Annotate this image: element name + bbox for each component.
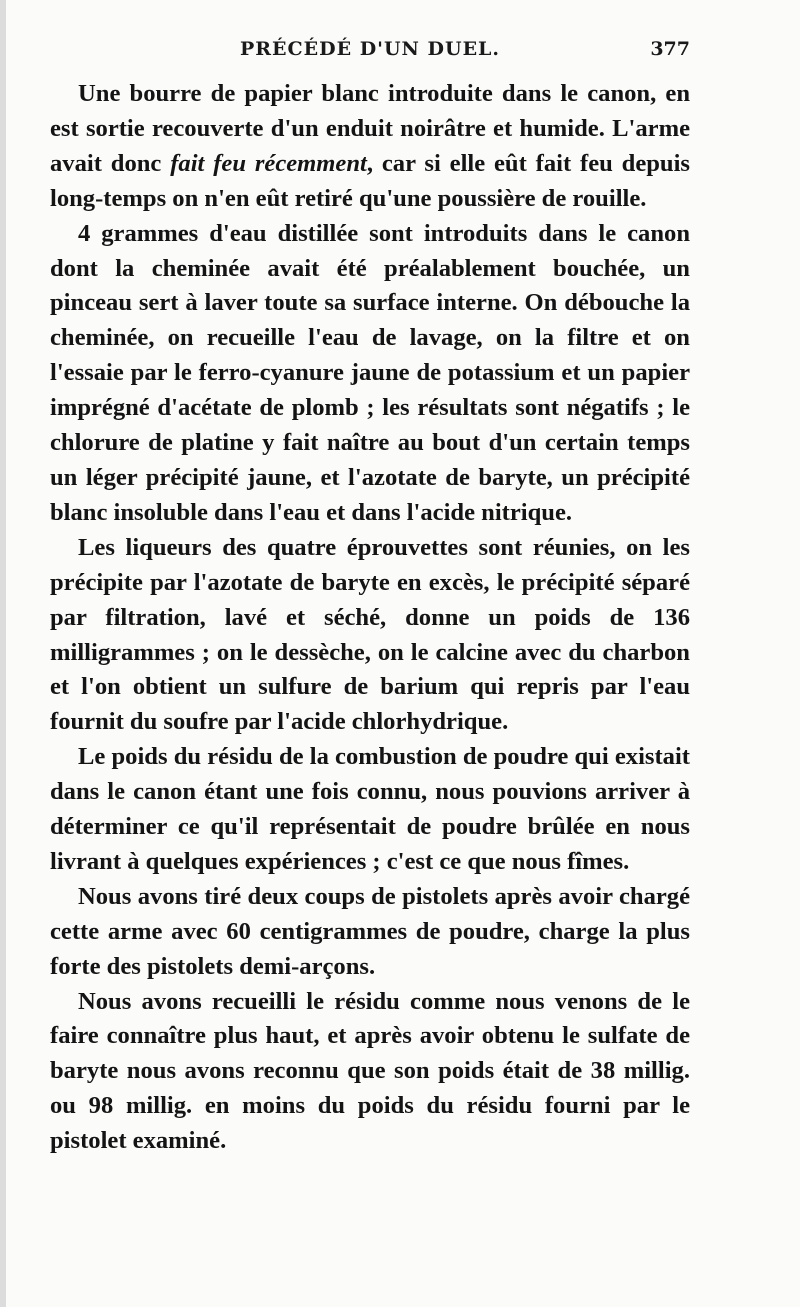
italic-phrase: fait feu récemment bbox=[170, 149, 367, 177]
body-text bbox=[50, 77, 690, 1159]
paragraph-two-shots: Nous avons tiré deux coups de pistolets après avoir chargé cette arme avec 60 centigrammes de poudre, charge la plus forte des pistolets demi-arçons. bbox=[50, 882, 690, 980]
paragraph-text: , car si elle eût fait feu depuis long-temps on n'en eût retiré qu'une poussière de rouille. bbox=[50, 149, 690, 212]
paragraph-residue-weight: Le poids du résidu de la combustion de poudre qui existait dans le canon étant une fois connu, nous pouvions arriver à déterminer ce qu'il représentait de poudre brûlée en nous livrant à quelques expériences ; c'est ce que nous fîmes. bbox=[50, 743, 690, 875]
paragraph-liquors: Les liqueurs des quatre éprouvettes sont réunies, on les précipite par l'azotate de baryte en excès, le précipité séparé par filtration, lavé et séché, donne un poids de 136 milligrammes ; on le dessèche, on le calcine avec du charbon et l'on obtient un sulfure de barium qui repris par l'eau fournit du soufre par l'acide chlorhydrique. bbox=[50, 533, 690, 736]
paragraph-wad-test bbox=[50, 77, 690, 217]
page-number: 377 bbox=[650, 38, 690, 60]
running-head bbox=[50, 38, 690, 68]
paragraph-text: Une bourre de papier blanc introduite dans le canon, en est sortie recouverte d'un enduit noirâtre et humide. L'arme avait donc bbox=[50, 80, 690, 177]
paragraph-distilled-water: 4 grammes d'eau distillée sont introduits dans le canon dont la cheminée avait été préalablement bouchée, un pinceau sert à laver toute sa surface interne. On débouche la cheminée, on recueille l'eau de lavage, on la filtre et on l'essaie par le ferro-cyanure jaune de potassium et un papier imprégné d'acétate de plomb ; les résultats sont négatifs ; le chlorure de platine y fait naître au bout d'un certain temps un léger précipité jaune, et l'azotate de baryte, un précipité blanc insoluble dans l'eau et dans l'acide nitrique. bbox=[50, 219, 690, 526]
running-title: PRÉCÉDÉ D'UN DUEL. bbox=[239, 38, 501, 60]
paragraph-collected-residue: Nous avons recueilli le résidu comme nous venons de le faire connaître plus haut, et après avoir obtenu le sulfate de baryte nous avons reconnu que son poids était de 38 millig. ou 98 millig. en moins du poids du résidu fourni par le pistolet examiné. bbox=[50, 987, 690, 1155]
